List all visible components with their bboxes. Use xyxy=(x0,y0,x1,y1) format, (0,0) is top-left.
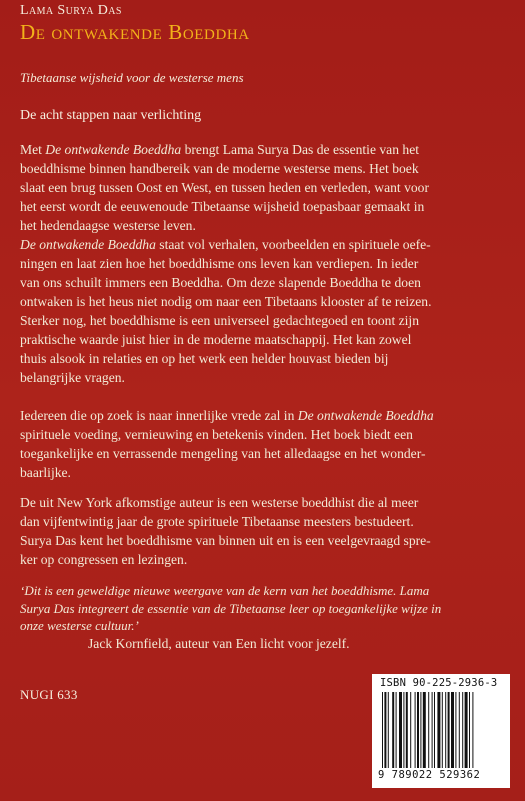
barcode-label xyxy=(372,674,510,788)
text-line: thuis alsook in relaties en op het werk een helder houvast bieden bij xyxy=(20,351,389,366)
text-line: van ons schuilt immers een Boeddha. Om deze slapende Boeddha te doen xyxy=(20,275,421,290)
text-line: De ontwakende Boeddha staat vol verhalen, voorbeelden en spirituele oefe- xyxy=(20,237,431,252)
text-line: praktische waarde juist hier in de moderne maatschappij. Het kan zowel xyxy=(20,332,412,347)
text-line: Sterker nog, het boeddhisme is een universeel gedachtegoed en toont zijn xyxy=(20,313,420,328)
text-line: slaat een brug tussen Oost en West, en tussen heden en verleden, want voor xyxy=(20,180,429,195)
nugi-code: NUGI 633 xyxy=(20,687,78,702)
text-line: toegankelijke en verrassende mengeling van het alledaagse en het wonder- xyxy=(20,446,426,461)
blurb-paragraph-3 xyxy=(20,406,510,482)
text-line: ningen en laat zien hoe het boeddhisme ons leven kan verdiepen. In ieder xyxy=(20,256,419,271)
text-line: het eerst wordt de eeuwenoude Tibetaanse wijsheid toepasbaar gemaakt in xyxy=(20,199,425,214)
blurb-paragraph-4 xyxy=(20,493,510,569)
endorsement-quote xyxy=(20,582,510,635)
text-line: ontwaken is het heus niet nodig om naar een Tibetaans klooster af te reizen. xyxy=(20,294,432,309)
text-line: boeddhisme binnen handbereik van de moderne westerse mens. Het boek xyxy=(20,161,419,176)
blurb-paragraph-2 xyxy=(20,235,510,387)
barcode-icon xyxy=(382,692,500,768)
text-line: het hedendaagse westerse leven. xyxy=(20,218,196,233)
section-heading: De acht stappen naar verlichting xyxy=(20,108,202,123)
text-line: Surya Das kent het boeddhisme van binnen uit en is een veelgevraagd spre- xyxy=(20,533,431,548)
barcode-digits: 9 789022 529362 xyxy=(378,769,481,781)
text-line: baarlijke. xyxy=(20,465,71,480)
text-line: dan vijfentwintig jaar de grote spirituele Tibetaanse meesters bestudeert. xyxy=(20,514,414,529)
text-line: belangrijke vragen. xyxy=(20,370,125,385)
text-line: Iedereen die op zoek is naar innerlijke vrede zal in De ontwakende Boeddha xyxy=(20,408,434,423)
isbn-number: ISBN 90-225-2936-3 xyxy=(380,677,498,689)
book-subtitle: Tibetaanse wijsheid voor de westerse mens xyxy=(20,70,244,85)
text-line: ker op congressen en lezingen. xyxy=(20,552,188,567)
text-line: De uit New York afkomstige auteur is een westerse boeddhist die al meer xyxy=(20,495,419,510)
text-line: ‘Dit is een geweldige nieuwe weergave van de kern van het boeddhisme. Lama xyxy=(20,583,430,598)
quote-attribution: Jack Kornfield, auteur van Een licht voor jezelf. xyxy=(88,636,350,651)
text-line: Met De ontwakende Boeddha brengt Lama Surya Das de essentie van het xyxy=(20,142,420,157)
text-line: spirituele voeding, vernieuwing en betekenis vinden. Het boek biedt een xyxy=(20,427,413,442)
text-line: Surya Das integreert de essentie van de Tibetaanse leer op toegankelijke wijze in xyxy=(20,600,442,616)
text-line: onze westerse cultuur.’ xyxy=(20,618,139,633)
book-title: De ontwakende Boeddha xyxy=(20,20,250,44)
blurb-paragraph-1 xyxy=(20,140,510,235)
author-name: Lama Surya Das xyxy=(20,3,122,18)
